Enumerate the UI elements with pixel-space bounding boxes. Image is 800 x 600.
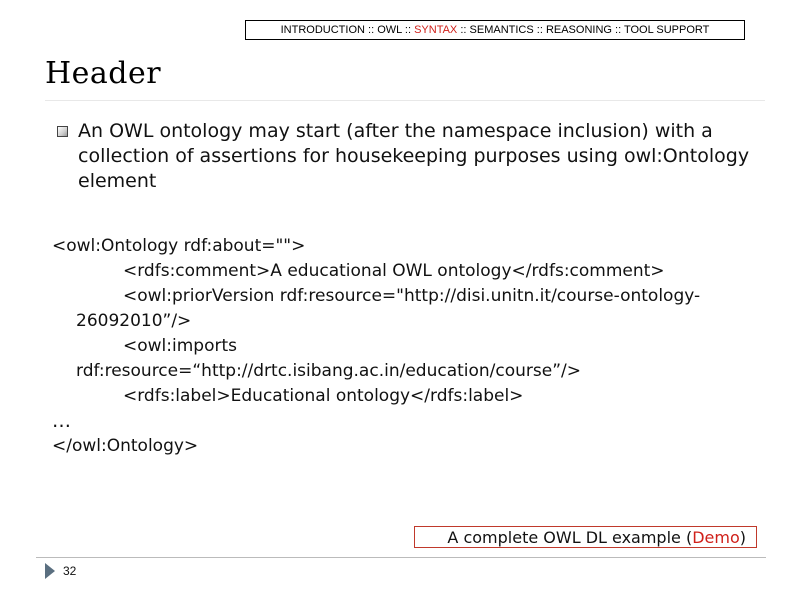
code-line-ellipsis: …	[52, 410, 71, 432]
triangle-arrow-icon	[45, 563, 55, 579]
bullet-paragraph: An OWL ontology may start (after the namespace inclusion) with a collection of assertions for housekeeping purposes using owl:Ontology element	[78, 120, 750, 192]
nav-item-semantics[interactable]: SEMANTICS	[469, 24, 534, 36]
code-line: rdf:resource=“http://drtc.isibang.ac.in/education/course”/>	[76, 361, 582, 381]
nav-separator: ::	[533, 24, 546, 36]
code-line: <rdfs:comment>A educational OWL ontology</rdfs:comment>	[123, 261, 665, 281]
nav-separator: ::	[364, 24, 378, 36]
demo-callout	[414, 526, 757, 548]
nav-item-reasoning[interactable]: REASONING	[545, 24, 612, 36]
code-line: <owl:priorVersion rdf:resource="http://disi.unitn.it/course-ontology-	[123, 286, 701, 306]
nav-separator: ::	[401, 24, 415, 36]
title-divider	[45, 100, 765, 101]
owl-ontology-code	[52, 234, 792, 459]
code-line: <rdfs:label>Educational ontology</rdfs:label>	[123, 386, 524, 406]
slide-title: Header	[45, 56, 162, 91]
nav-item-syntax[interactable]: SYNTAX	[414, 24, 458, 36]
nav-separator: ::	[611, 24, 624, 36]
demo-suffix: )	[739, 528, 746, 547]
code-line: 26092010”/>	[76, 311, 192, 331]
code-line: <owl:Ontology rdf:about="">	[52, 236, 306, 256]
code-line: <owl:imports	[123, 336, 237, 356]
nav-separator: ::	[457, 24, 470, 36]
section-navigation	[245, 20, 745, 40]
checkbox-bullet-icon	[57, 126, 68, 137]
demo-link[interactable]: Demo	[692, 528, 740, 547]
nav-item-owl[interactable]: OWL	[377, 24, 402, 36]
demo-prefix: A complete OWL DL example (	[447, 528, 693, 547]
footer-divider	[36, 557, 766, 558]
page-number: 32	[63, 564, 77, 578]
nav-item-tool-support[interactable]: TOOL SUPPORT	[623, 24, 710, 36]
nav-item-introduction[interactable]: INTRODUCTION	[280, 24, 365, 36]
code-line: </owl:Ontology>	[52, 436, 199, 456]
